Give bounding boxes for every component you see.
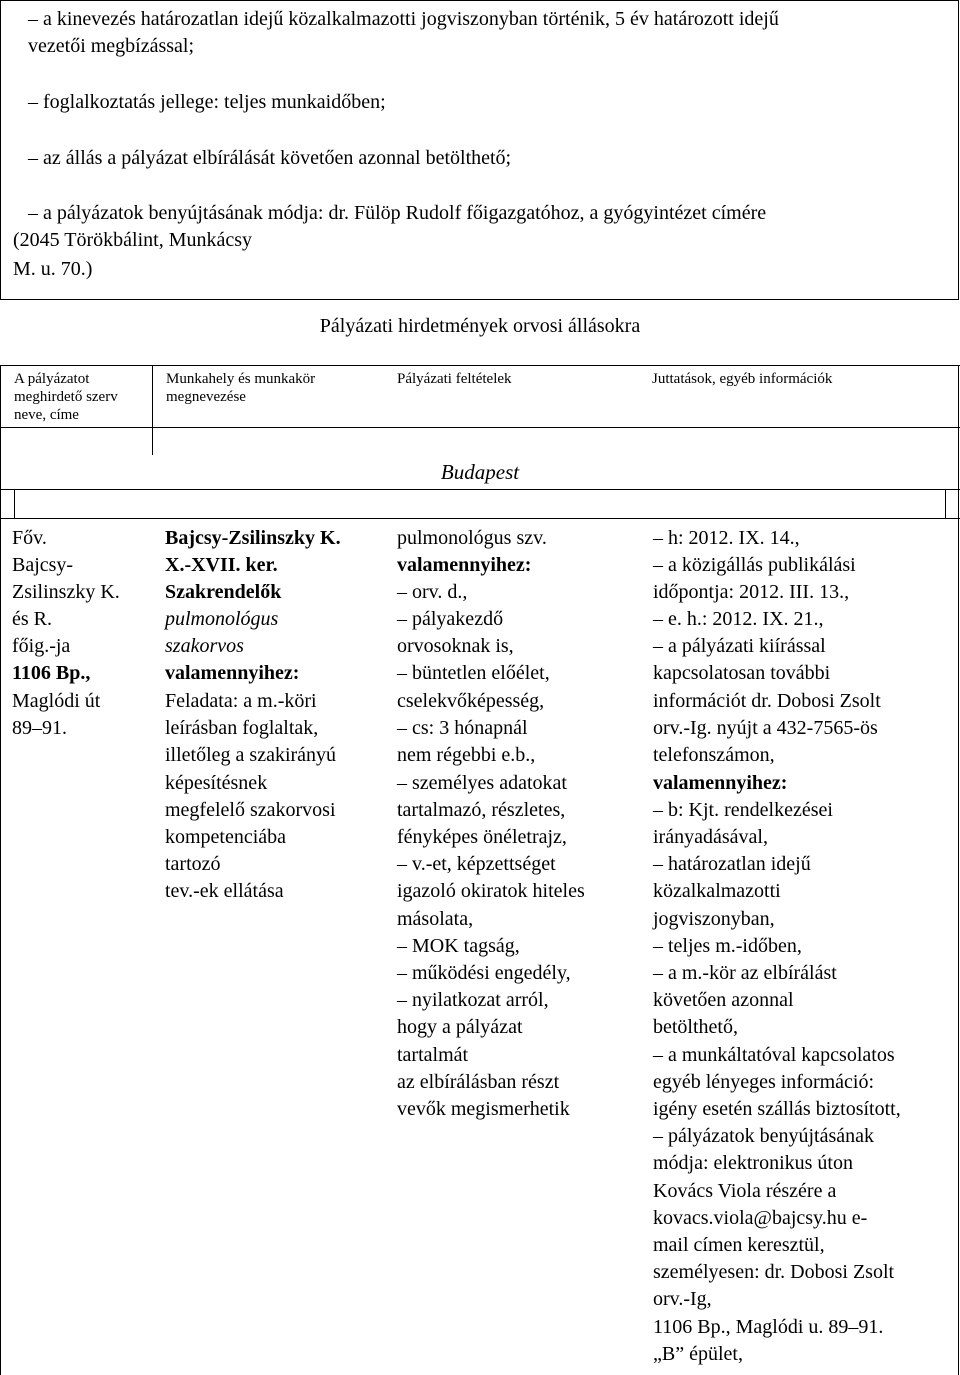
benefits-line: – teljes m.-időben, bbox=[653, 935, 802, 957]
condition-submission-line1: – a pályázatok benyújtásának módja: dr. Fülöp Rudolf főigazgatóhoz, a gyógyintézet címére bbox=[28, 202, 767, 224]
conditions-line: pulmonológus szv. bbox=[397, 527, 547, 549]
organizer-line: Bajcsy- bbox=[12, 554, 74, 576]
benefits-line: mail címen keresztül, bbox=[653, 1234, 825, 1256]
top-box-left-border bbox=[0, 0, 1, 300]
condition-submission-line2: (2045 Törökbálint, Munkácsy bbox=[13, 229, 253, 251]
benefits-line: orv.-Ig. nyújt a 432-7565-ös bbox=[653, 717, 878, 739]
conditions-line: orvosoknak is, bbox=[397, 635, 514, 657]
condition-fillable: – az állás a pályázat elbírálását követően azonnal betölthető; bbox=[28, 147, 512, 169]
benefits-line: jogviszonyban, bbox=[653, 908, 775, 930]
region-label: Budapest bbox=[440, 460, 520, 484]
workplace-line: leírásban foglaltak, bbox=[165, 717, 319, 739]
workplace-line: kompetenciába bbox=[165, 826, 287, 848]
conditions-line: vevők megismerhetik bbox=[397, 1098, 570, 1120]
header-bottom-border bbox=[0, 427, 960, 428]
benefits-line: – határozatlan idejű bbox=[653, 853, 811, 875]
conditions-line: – pályakezdő bbox=[397, 608, 504, 630]
workplace-line: illetőleg a szakirányú bbox=[165, 744, 337, 766]
benefits-line: „B” épület, bbox=[653, 1343, 743, 1365]
workplace-line: tev.-ek ellátása bbox=[165, 880, 284, 902]
top-box-bottom-border bbox=[0, 299, 959, 300]
section-title: Pályázati hirdetmények orvosi állásokra bbox=[319, 315, 641, 337]
conditions-line: – v.-et, képzettséget bbox=[397, 853, 556, 875]
workplace-line: valamennyihez: bbox=[165, 662, 300, 684]
table-top-border bbox=[0, 365, 960, 366]
conditions-line: – működési engedély, bbox=[397, 962, 571, 984]
condition-employment-type: – foglalkoztatás jellege: teljes munkaidőben; bbox=[28, 91, 386, 113]
region-bottom-border bbox=[0, 489, 960, 490]
benefits-line: orv.-Ig, bbox=[653, 1288, 712, 1310]
benefits-line: igény esetén szállás biztosított, bbox=[653, 1098, 901, 1120]
header-conditions: Pályázati feltételek bbox=[397, 371, 512, 387]
conditions-line: – nyilatkozat arról, bbox=[397, 989, 549, 1011]
organizer-line: főig.-ja bbox=[12, 635, 71, 657]
condition-appointment-line2: vezetői megbízással; bbox=[28, 35, 195, 57]
benefits-line: személyesen: dr. Dobosi Zsolt bbox=[653, 1261, 895, 1283]
workplace-line: pulmonológus bbox=[165, 608, 279, 630]
header-organizer-line2: meghirdető szerv bbox=[14, 389, 118, 405]
benefits-line: – a munkáltatóval kapcsolatos bbox=[653, 1044, 895, 1066]
benefits-line: kovacs.viola@bajcsy.hu e- bbox=[653, 1207, 868, 1229]
workplace-line: Szakrendelők bbox=[165, 581, 282, 603]
benefits-line: módja: elektronikus úton bbox=[653, 1152, 853, 1174]
benefits-line: időpontja: 2012. III. 13., bbox=[653, 581, 850, 603]
table-right-border bbox=[958, 365, 959, 1375]
workplace-line: Feladata: a m.-köri bbox=[165, 690, 317, 712]
benefits-line: – a m.-kör az elbírálást bbox=[653, 962, 837, 984]
benefits-line: – h: 2012. IX. 14., bbox=[653, 527, 800, 549]
conditions-line: – orv. d., bbox=[397, 581, 468, 603]
region-right-tick bbox=[945, 489, 946, 518]
conditions-line: valamennyihez: bbox=[397, 554, 532, 576]
conditions-line: igazoló okiratok hiteles bbox=[397, 880, 585, 902]
organizer-line: 89–91. bbox=[12, 717, 67, 739]
conditions-line: az elbírálásban részt bbox=[397, 1071, 560, 1093]
benefits-line: – b: Kjt. rendelkezései bbox=[653, 799, 833, 821]
organizer-line: Maglódi út bbox=[12, 690, 101, 712]
benefits-line: követően azonnal bbox=[653, 989, 794, 1011]
benefits-line: 1106 Bp., Maglódi u. 89–91. bbox=[653, 1316, 884, 1338]
header-organizer bbox=[14, 370, 118, 424]
workplace-line: tartozó bbox=[165, 853, 221, 875]
workplace-line: megfelelő szakorvosi bbox=[165, 799, 336, 821]
organizer-line: Zsilinszky K. bbox=[12, 581, 120, 603]
benefits-line: betölthető, bbox=[653, 1016, 738, 1038]
conditions-line: fényképes önéletrajz, bbox=[397, 826, 567, 848]
content-top-border bbox=[0, 518, 960, 519]
header-workplace-line2: megnevezése bbox=[166, 389, 246, 405]
workplace-line: Bajcsy-Zsilinszky K. bbox=[165, 527, 341, 549]
benefits-line: – pályázatok benyújtásának bbox=[653, 1125, 875, 1147]
conditions-line: cselekvőképesség, bbox=[397, 690, 545, 712]
conditions-line: tartalmát bbox=[397, 1044, 469, 1066]
benefits-line: irányadásával, bbox=[653, 826, 768, 848]
header-organizer-line1: A pályázatot bbox=[14, 371, 90, 387]
conditions-line: hogy a pályázat bbox=[397, 1016, 523, 1038]
top-box-top-border bbox=[0, 0, 959, 1]
workplace-line: képesítésnek bbox=[165, 772, 268, 794]
organizer-line: 1106 Bp., bbox=[12, 662, 91, 684]
conditions-line: – cs: 3 hónapnál bbox=[397, 717, 528, 739]
benefits-line: – a pályázati kiírással bbox=[653, 635, 826, 657]
workplace-line: X.-XVII. ker. bbox=[165, 554, 278, 576]
conditions-line: – MOK tagság, bbox=[397, 935, 520, 957]
region-left-tick bbox=[14, 489, 15, 518]
header-separator-col2 bbox=[152, 365, 153, 455]
benefits-line: – e. h.: 2012. IX. 21., bbox=[653, 608, 824, 630]
table-left-border bbox=[0, 365, 1, 1375]
header-organizer-line3: neve, címe bbox=[14, 407, 79, 423]
benefits-line: információt dr. Dobosi Zsolt bbox=[653, 690, 881, 712]
conditions-line: – személyes adatokat bbox=[397, 772, 567, 794]
organizer-line: Főv. bbox=[12, 527, 47, 549]
top-box-right-border bbox=[958, 0, 959, 300]
benefits-line: telefonszámon, bbox=[653, 744, 775, 766]
benefits-line: egyéb lényeges információ: bbox=[653, 1071, 875, 1093]
benefits-line: Kovács Viola részére a bbox=[653, 1180, 837, 1202]
condition-submission-line3: M. u. 70.) bbox=[13, 258, 93, 280]
organizer-line: és R. bbox=[12, 608, 52, 630]
condition-appointment-line1: – a kinevezés határozatlan idejű közalkalmazotti jogviszonyban történik, 5 év határozott idejű bbox=[28, 8, 779, 30]
conditions-line: másolata, bbox=[397, 908, 474, 930]
header-benefits: Juttatások, egyéb információk bbox=[652, 371, 833, 387]
benefits-line: közalkalmazotti bbox=[653, 880, 781, 902]
header-workplace-line1: Munkahely és munkakör bbox=[166, 371, 316, 387]
workplace-line: szakorvos bbox=[165, 635, 244, 657]
conditions-line: – büntetlen előélet, bbox=[397, 662, 550, 684]
benefits-line: valamennyihez: bbox=[653, 772, 788, 794]
benefits-line: – a közigállás publikálási bbox=[653, 554, 856, 576]
conditions-line: nem régebbi e.b., bbox=[397, 744, 536, 766]
conditions-line: tartalmazó, részletes, bbox=[397, 799, 566, 821]
benefits-line: kapcsolatosan további bbox=[653, 662, 831, 684]
header-workplace bbox=[166, 370, 315, 406]
